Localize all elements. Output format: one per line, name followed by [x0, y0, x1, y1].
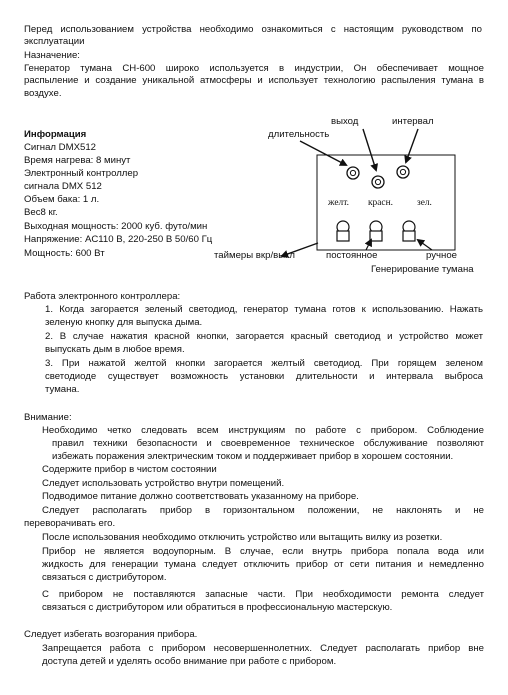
purpose-line-1: Генератор тумана CH-600 широко используется в индустрии, Он обеспечивает мощное	[24, 63, 484, 74]
arrow-duration-icon	[300, 141, 346, 165]
arrow-manual-icon	[418, 240, 432, 250]
warning-p5-line2: переворачивать его.	[24, 518, 116, 529]
intro-line-1: Перед использованием устройства необходимо ознакомиться с настоящим руководством по	[24, 24, 482, 35]
arrow-output-icon	[363, 129, 376, 170]
red-button-icon	[370, 221, 382, 241]
info-heading: Информация	[24, 129, 87, 140]
warning-p6: После использования необходимо отключить устройство или вытащить вилку из розетки.	[42, 532, 443, 543]
info-item: Время нагрева: 8 минут	[24, 155, 131, 166]
purpose-line-2: распыление и создание уникальной атмосферы и использует технологию распыления тумана в	[24, 75, 484, 86]
output-knob-icon	[372, 176, 384, 188]
label-green: зел.	[417, 198, 432, 208]
controller-item-3-cont: светодиоде существует возможность установки длительности и интервала выброса	[45, 371, 483, 382]
arrow-constant-icon	[366, 240, 371, 250]
warning-p7-line3: связаться с дистрибутором.	[42, 572, 167, 583]
warning-heading: Внимание:	[24, 412, 72, 423]
warning-p8-line1: С прибором не поставляются запасные части. При необходимости ремонта следует	[42, 589, 484, 600]
green-button-icon	[403, 221, 415, 241]
controller-heading: Работа электронного контроллера:	[24, 291, 181, 302]
label-duration: длительность	[268, 129, 330, 140]
interval-knob-icon	[397, 166, 409, 178]
info-item: Объем бака: 1 л.	[24, 194, 100, 205]
warning-p2: Содержите прибор в чистом состоянии	[42, 464, 217, 475]
controller-item-1: 1. Когда загорается зеленый светодиод, генератор тумана готов к использованию. Нажать	[45, 304, 483, 315]
yellow-button-icon	[337, 221, 349, 241]
controller-item-3-end: тумана.	[45, 384, 80, 395]
label-red: красн.	[368, 198, 393, 208]
label-generation: Генерирование тумана	[371, 264, 474, 275]
label-output: выход	[331, 116, 359, 127]
warning-p3: Следует использовать устройство внутри помещений.	[42, 478, 285, 489]
warning-p8-line2: связаться с дистрибутором или обратиться в профессиональную мастерскую.	[42, 602, 393, 613]
info-item: Электронный контроллер	[24, 168, 139, 179]
fire-line-2: доступа детей и уделять особо внимание при работе с прибором.	[42, 656, 337, 667]
duration-knob-icon	[347, 167, 359, 179]
label-interval: интервал	[392, 116, 434, 127]
label-constant: постоянное	[326, 250, 378, 261]
controller-item-3: 3. При нажатой желтой кнопки загорается желтый светодиод. При горящем зеленом	[45, 358, 483, 369]
label-timers: таймеры вкр/выкл	[214, 250, 295, 261]
warning-p1-line3: избежать поражения электрическим током и поддерживает прибор в хорошем состоянии.	[52, 451, 454, 462]
warning-p1-line2: правил техники безопасности и своевременное техническое обслуживание позволяют	[52, 438, 484, 449]
warning-p5-line1: Следует располагать прибор в горизонтальном положении, не наклонять и не	[42, 505, 484, 516]
controller-item-1-cont: зеленую кнопку для выпуска дыма.	[45, 317, 203, 328]
arrow-interval-icon	[406, 129, 418, 162]
controller-item-2-cont: выпускать дым в любое время.	[45, 344, 185, 355]
label-yellow: желт.	[328, 198, 349, 208]
info-item: Вес8 кг.	[24, 207, 58, 218]
info-item: Выходная мощность: 2000 куб. футо/мин	[24, 221, 208, 232]
warning-p7-line1: Прибор не является водоупорным. В случае, если внутрь прибора попала вода или	[42, 546, 484, 557]
warning-p4: Подводимое питание должно соответствовать указанному на приборе.	[42, 491, 359, 502]
info-item: Мощность: 600 Вт	[24, 248, 105, 259]
warning-p7-line2: жидкость для генерации тумана следует отключить прибор от сети питания и немедленно	[42, 559, 484, 570]
purpose-line-3: воздухе.	[24, 88, 62, 99]
info-item: Сигнал DMX512	[24, 142, 97, 153]
controller-item-2: 2. В случае нажатия красной кнопки, загорается красный светодиод и устройство может	[45, 331, 483, 342]
warning-p1-line1: Необходимо четко следовать всем инструкциям по работе с прибором. Соблюдение	[42, 425, 484, 436]
intro-line-2: эксплуатации	[24, 36, 85, 47]
label-manual: ручное	[426, 250, 457, 261]
fire-line-1: Запрещается работа с прибором несовершеннолетних. Следует располагать прибор вне	[42, 643, 484, 654]
info-item: сигнала DMX 512	[24, 181, 102, 192]
purpose-heading: Назначение:	[24, 50, 80, 61]
info-item: Напряжение: AC110 В, 220-250 В 50/60 Гц	[24, 234, 213, 245]
fire-heading: Следует избегать возгорания прибора.	[24, 629, 198, 640]
